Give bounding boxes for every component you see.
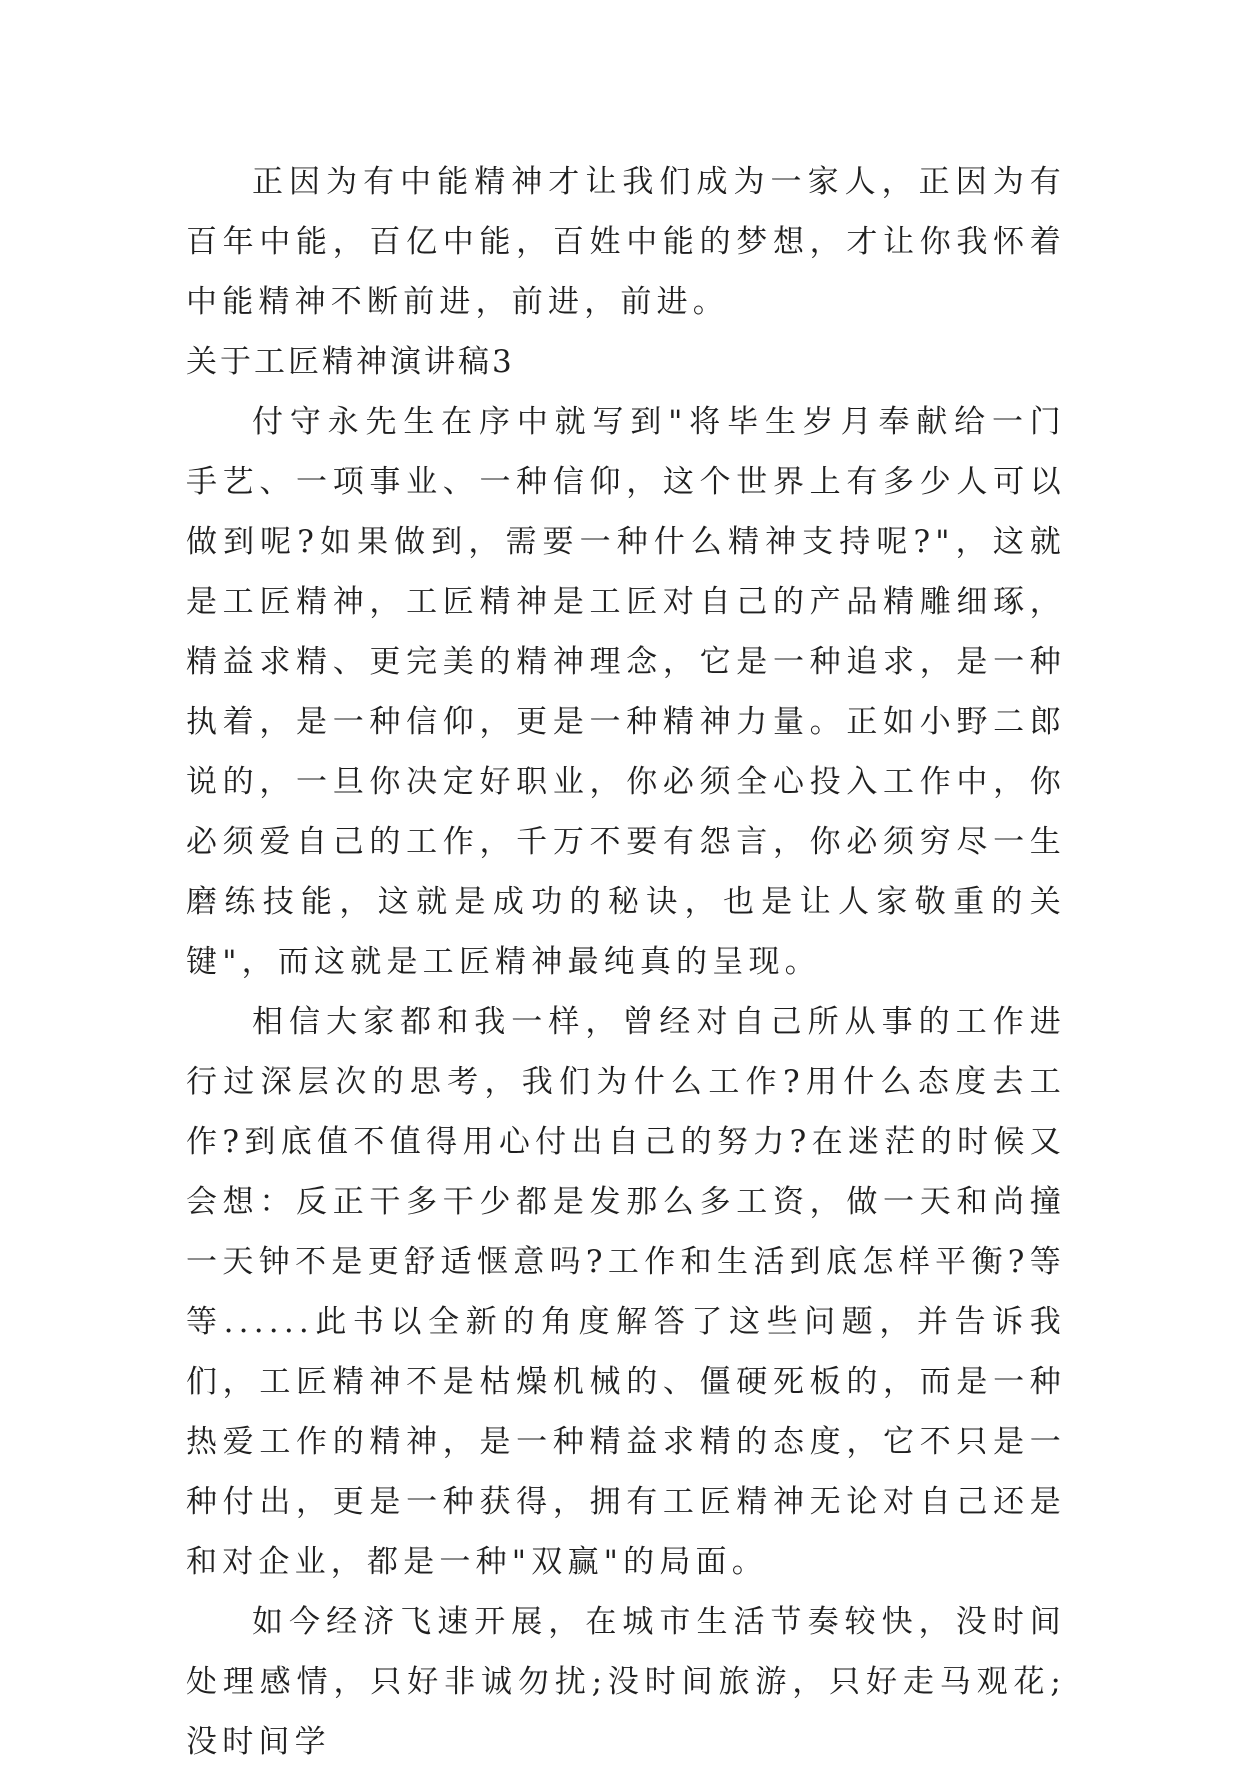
paragraph-2: 相信大家都和我一样，曾经对自己所从事的工作进行过深层次的思考，我们为什么工作?用什么态度去工作?到底值不值得用心付出自己的努力?在迷茫的时候又会想：反正干多干少都是发那么多工资，做一天和尚撞一天钟不是更舒适惬意吗?工作和生活到底怎样平衡?等等......此书以全新的角度解答了这些问题，并告诉我们，工匠精神不是枯燥机械的、僵硬死板的，而是一种热爱工作的精神，是一种精益求精的态度，它不只是一种付出，更是一种获得，拥有工匠精神无论对自己还是和对企业，都是一种"双赢"的局面。 [186, 1004, 1066, 1580]
paragraph-1: 付守永先生在序中就写到"将毕生岁月奉献给一门手艺、一项事业、一种信仰，这个世界上有多少人可以做到呢?如果做到，需要一种什么精神支持呢?"，这就是工匠精神，工匠精神是工匠对自己的产品精雕细琢，精益求精、更完美的精神理念，它是一种追求，是一种执着，是一种信仰，更是一种精神力量。正如小野二郎说的，一旦你决定好职业，你必须全心投入工作中，你必须爱自己的工作，千万不要有怨言，你必须穷尽一生磨练技能，这就是成功的秘诀，也是让人家敬重的关键"，而这就是工匠精神最纯真的呈现。 [186, 404, 1066, 980]
paragraph-3: 如今经济飞速开展，在城市生活节奏较快，没时间处理感情，只好非诚勿扰;没时间旅游，只好走马观花;没时间学 [186, 1604, 1066, 1760]
section-heading: 关于工匠精神演讲稿3 [186, 344, 515, 380]
document-body [186, 152, 1066, 1772]
paragraph-intro: 正因为有中能精神才让我们成为一家人，正因为有百年中能，百亿中能，百姓中能的梦想，才让你我怀着中能精神不断前进，前进，前进。 [186, 164, 1066, 320]
